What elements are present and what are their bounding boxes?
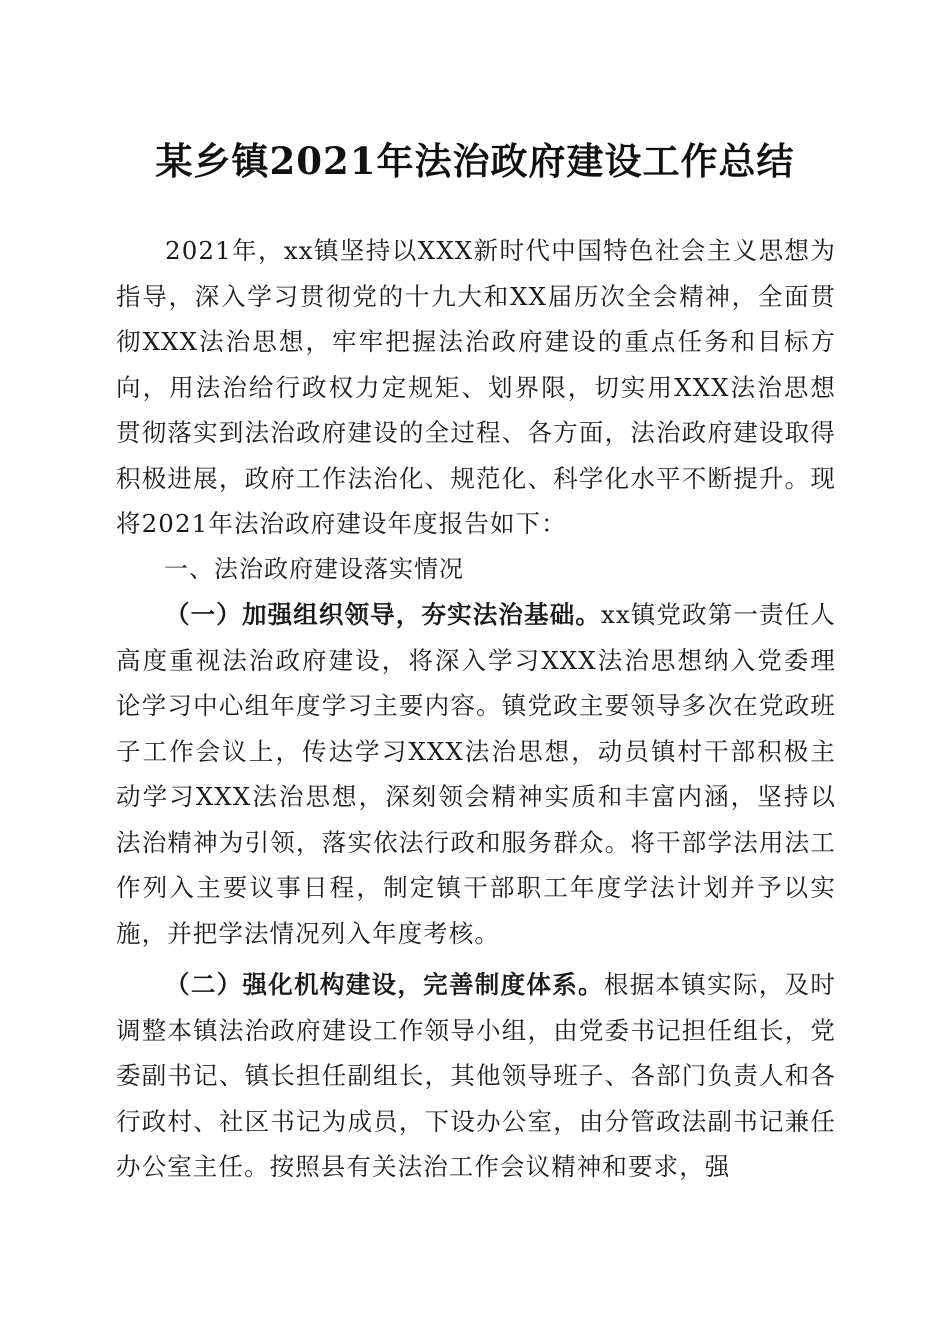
paragraph-subheading: （一）加强组织领导，夯实法治基础。 [165, 600, 601, 629]
paragraph-text: 根据本镇实际，及时调整本镇法治政府建设工作领导小组，由党委书记担任组长，党委副书记、镇长担任副组长，其他领导班子、各部门负责人和各行政村、社区书记为成员，下设办公室，由分管政法副书记兼任办公室主任。按照县有关法治工作会议精神和要求，强 [116, 970, 836, 1181]
intro-paragraph: 2021年，xx镇坚持以XXX新时代中国特色社会主义思想为指导，深入学习贯彻党的十九大和XX届历次全会精神，全面贯彻XXX法治思想，牢牢把握法治政府建设的重点任务和目标方向，用法治给行政权力定规矩、划界限，切实用XXX法治思想贯彻落实到法治政府建设的全过程、各方面，法治政府建设取得积极进展，政府工作法治化、规范化、科学化水平不断提升。现将2021年法治政府建设年度报告如下： [116, 236, 836, 538]
paragraph-subheading: （二）强化机构建设，完善制度体系。 [165, 970, 604, 999]
section-paragraph [116, 962, 836, 1190]
paragraph-text: xx镇党政第一责任人高度重视法治政府建设，将深入学习XXX法治思想纳入党委理论学习中心组年度学习主要内容。镇党政主要领导多次在党政班子工作会议上，传达学习XXX法治思想，动员镇村干部积极主动学习XXX法治思想，深刻领会精神实质和丰富内涵，坚持以法治精神为引领，落实依法行政和服务群众。将干部学法用法工作列入主要议事日程，制定镇干部职工年度学法计划并予以实施，并把学法情况列入年度考核。 [116, 600, 836, 948]
document-body [116, 228, 836, 1190]
document-title: 某乡镇2021年法治政府建设工作总结 [155, 139, 795, 183]
section-paragraph [116, 592, 836, 956]
section-heading: 一、法治政府建设落实情况 [164, 554, 464, 583]
